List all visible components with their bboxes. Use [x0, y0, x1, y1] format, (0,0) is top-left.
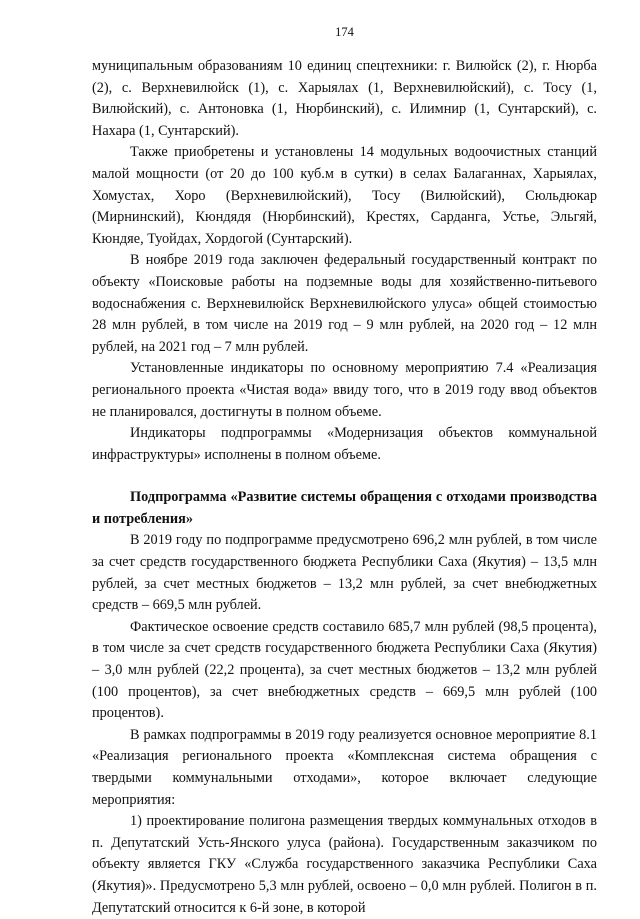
paragraph: 1) проектирование полигона размещения твердых коммунальных отходов в п. Депутатский Усть-Янского улуса (района). Государственным заказчиком по объекту является ГКУ «Служба государственного заказчика Республики Саха (Якутия)». Предусмотрено 5,3 млн рублей, освоено – 0,0 млн рублей. Полигон в п. Депутатский относится к 6-й зоне, в которой — [92, 813, 597, 916]
paragraph: В рамках подпрограммы в 2019 году реализуется основное мероприятие 8.1 «Реализация регионального проекта «Комплексная система обращения с твердыми коммунальными отходами», которое включает следующие мероприятия: — [92, 726, 597, 808]
paragraph: Фактическое освоение средств составило 685,7 млн рублей (98,5 процента), в том числе за счет средств государственного бюджета Республики Саха (Якутия) – 3,0 млн рублей (22,2 процента), за счет местных бюджетов – 13,2 млн рублей (100 процентов), за счет внебюджетных средств – 669,5 млн рублей (100 процентов). — [92, 618, 597, 722]
section-heading: Подпрограмма «Развитие системы обращения с отходами производства и потребления» — [92, 489, 597, 527]
paragraph-continuation: муниципальным образованиям 10 единиц спецтехники: г. Вилюйск (2), г. Нюрба (2), с. Верхневилюйск (1), с. Харыялах (1, Верхневилюйский), с. Тосу (1, Вилюйский), с. Антоновка (1, Нюрбинский), с. Илимнир (1, Сунтарский), с. Нахара (1, Сунтарский). — [92, 58, 597, 139]
paragraph: В ноябре 2019 года заключен федеральный государственный контракт по объекту «Поисковые работы на подземные воды для хозяйственно-питьевого водоснабжения с. Верхневилюйск Верхневилюйского улуса» общей стоимостью 28 млн рублей, в том числе на 2019 год – 9 млн рублей, на 2020 год – 12 млн рублей, на 2021 год – 7 млн рублей. — [92, 252, 597, 355]
paragraph: В 2019 году по подпрограмме предусмотрено 696,2 млн рублей, в том числе за счет средств государственного бюджета Республики Саха (Якутия) – 13,5 млн рублей, за счет местных бюджетов – 13,2 млн рублей, за счет внебюджетных средств – 669,5 млн рублей. — [92, 532, 597, 614]
document-page — [92, 24, 597, 919]
paragraph: Также приобретены и установлены 14 модульных водоочистных станций малой мощности (от 20 до 100 куб.м в сутки) в селах Балаганнах, Харыялах, Хомустах, Хоро (Верхневилюйский), Тосу (Вилюйский), Сюльдюкар (Мирнинский), Кюндядя (Нюрбинский), Крестях, Сарданга, Устье, Эльгяй, Кюндяе, Туойдах, Хордогой (Сунтарский). — [92, 144, 597, 247]
paragraph: Индикаторы подпрограммы «Модернизация объектов коммунальной инфраструктуры» исполнены в полном объеме. — [92, 425, 597, 463]
section-gap — [92, 466, 597, 487]
page-number: 174 — [335, 25, 354, 39]
paragraph: Установленные индикаторы по основному мероприятию 7.4 «Реализация регионального проекта «Чистая вода» ввиду того, что в 2019 году ввод объектов не планировался, достигнуты в полном объеме. — [92, 360, 597, 420]
